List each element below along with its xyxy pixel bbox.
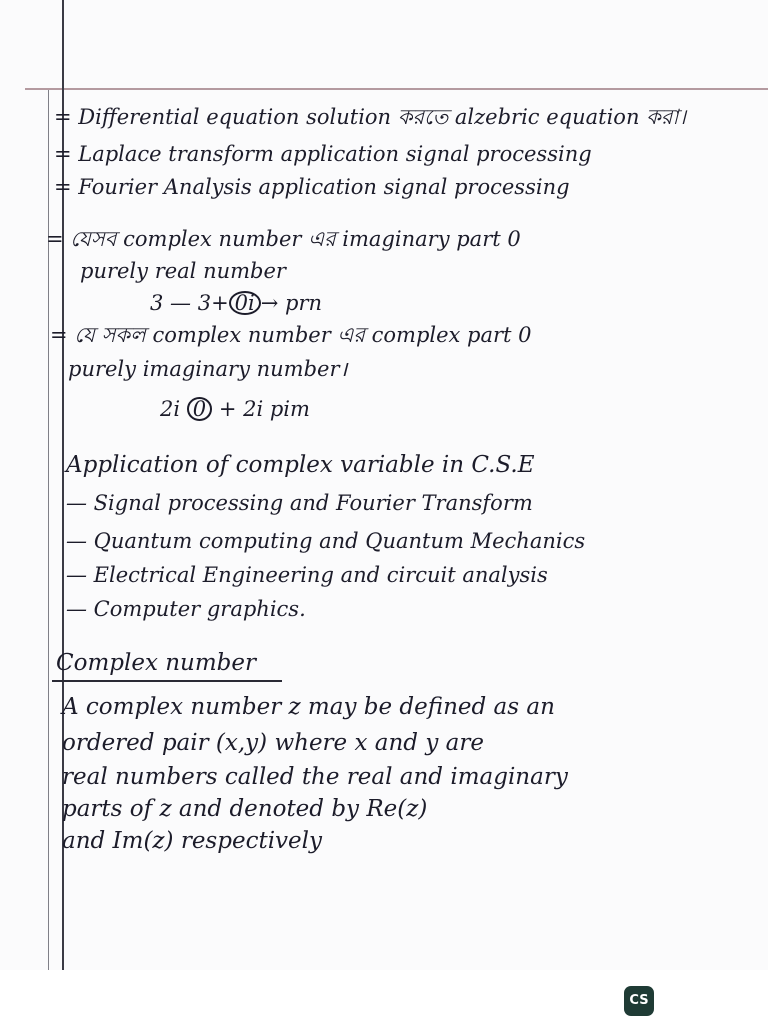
application-item-3: — Electrical Engineering and circuit analysis [66, 563, 548, 587]
note-line-5: purely real number [80, 259, 286, 283]
note-line-6-post: → prn [260, 291, 323, 315]
note-line-9-pre: 2i [160, 397, 181, 421]
definition-line-1: A complex number z may be defined as an [62, 694, 555, 720]
heading-underline [52, 680, 282, 682]
note-line-1: = Differential equation solution করতে alzebric equation করা। [54, 105, 686, 129]
definition-line-2: ordered pair (x,y) where x and y are [62, 730, 484, 756]
note-line-6 [150, 290, 322, 316]
heading-complex-number: Complex number [56, 650, 256, 676]
note-line-6-pre: 3 — 3+ [150, 291, 229, 315]
application-item-1: — Signal processing and Fourier Transform [66, 491, 533, 515]
definition-line-5: and Im(z) respectively [62, 828, 323, 854]
note-line-8: purely imaginary number। [68, 357, 348, 381]
circled-term: 0i [229, 291, 261, 315]
definition-line-3: real numbers called the real and imaginary [62, 764, 568, 790]
application-item-4: — Computer graphics. [66, 597, 306, 621]
definition-line-4: parts of z and denoted by Re(z) [62, 796, 428, 822]
note-line-4: = যেসব complex number এর imaginary part 0 [46, 227, 521, 251]
note-line-9-post: + 2i pim [218, 397, 310, 421]
note-line-3: = Fourier Analysis application signal processing [54, 175, 570, 199]
note-line-2: = Laplace transform application signal processing [54, 142, 592, 166]
note-line-7: = যে সকল complex number এর complex part 0 [50, 323, 532, 347]
note-line-9 [160, 396, 310, 422]
heading-applications: Application of complex variable in C.S.E [66, 452, 535, 478]
header-rule [25, 88, 768, 90]
application-item-2: — Quantum computing and Quantum Mechanics [66, 529, 586, 553]
scanner-logo-icon: CS [624, 986, 654, 1016]
margin-line-secondary [48, 90, 49, 970]
circled-zero: 0 [187, 397, 212, 421]
